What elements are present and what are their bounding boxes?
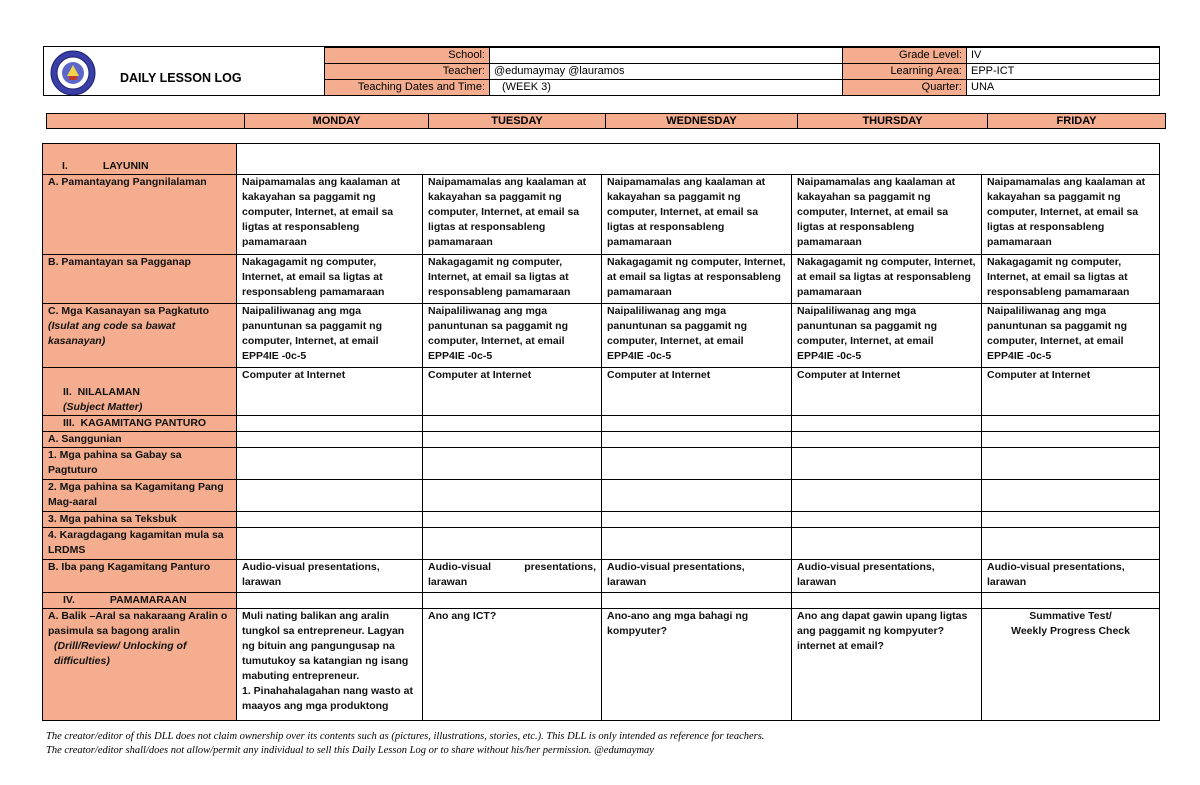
dates-label: Teaching Dates and Time: bbox=[324, 79, 490, 96]
row-label-kagamitan: III. KAGAMITANG PANTURO bbox=[43, 416, 237, 432]
table-row bbox=[43, 255, 1160, 304]
iba-pang-text: larawan bbox=[797, 576, 837, 588]
cell-friday: Computer at Internet bbox=[982, 368, 1160, 416]
kasanayan-text: Naipaliliwanag ang mga panuntunan sa paggamit ng computer, Internet, at email bbox=[607, 305, 748, 347]
cell-monday: Computer at Internet bbox=[237, 368, 423, 416]
empty-cell bbox=[792, 512, 982, 528]
empty-cell bbox=[792, 432, 982, 448]
cell-tuesday bbox=[423, 560, 602, 593]
cell-monday: Muli nating balikan ang aralin tungkol sa entrepreneur. Lagyan ng bituin ang pangungusap na tumutukoy sa katangian ng isang mabuting entrepreneur. 1. Pinahahalagahan nang wasto at maayos ang mga produktong bbox=[237, 609, 423, 721]
empty-cell bbox=[792, 593, 982, 609]
nilalaman-label: II. NILALAMAN bbox=[63, 386, 140, 398]
day-tuesday: TUESDAY bbox=[428, 113, 606, 129]
cell-thursday: Nakagagamit ng computer, Internet, at email sa ligtas at responsableng pamamaraan bbox=[792, 255, 982, 304]
row-label-iba-pang: B. Iba pang Kagamitang Panturo bbox=[43, 560, 237, 593]
iba-pang-text: larawan bbox=[428, 576, 468, 588]
cell-friday bbox=[982, 304, 1160, 368]
empty-cell bbox=[423, 416, 602, 432]
layunin-blank bbox=[237, 144, 1160, 175]
empty-cell bbox=[602, 593, 792, 609]
footer-line-1: The creator/editor of this DLL does not claim ownership over its contents such as (pictures, illustrations, stories, etc.). This DLL is only intended as reference for teachers. bbox=[46, 731, 765, 742]
day-wednesday: WEDNESDAY bbox=[605, 113, 798, 129]
area-value: EPP-ICT bbox=[966, 63, 1160, 80]
cell-thursday bbox=[792, 304, 982, 368]
table-row bbox=[43, 304, 1160, 368]
empty-cell bbox=[423, 432, 602, 448]
table-row bbox=[43, 480, 1160, 512]
page-title: DAILY LESSON LOG bbox=[120, 71, 242, 85]
empty-cell bbox=[237, 512, 423, 528]
cell-wednesday: Computer at Internet bbox=[602, 368, 792, 416]
iba-pang-text: presentations, bbox=[524, 561, 596, 573]
cell-wednesday: Naipamamalas ang kaalaman at kakayahan sa paggamit ng computer, Internet, at email sa ligtas at responsableng pamamaraan bbox=[602, 175, 792, 255]
lesson-log-table bbox=[42, 143, 1160, 721]
school-value bbox=[489, 47, 843, 64]
cell-friday bbox=[982, 609, 1160, 721]
table-row bbox=[43, 609, 1160, 721]
cell-friday: Naipamamalas ang kaalaman at kakayahan sa paggamit ng computer, Internet, at email sa ligtas at responsableng pamamaraan bbox=[982, 175, 1160, 255]
cell-tuesday: Nakagagamit ng computer, Internet, at email sa ligtas at responsableng pamamaraan bbox=[423, 255, 602, 304]
iba-pang-text: Audio-visual presentations, bbox=[987, 561, 1125, 573]
friday-text: Weekly Progress Check bbox=[1011, 625, 1130, 637]
empty-cell bbox=[982, 593, 1160, 609]
cell-thursday: Computer at Internet bbox=[792, 368, 982, 416]
iba-pang-text: Audio-visual bbox=[428, 561, 492, 573]
cell-monday: Nakagagamit ng computer, Internet, at email sa ligtas at responsableng pamamaraan bbox=[237, 255, 423, 304]
kasanayan-sublabel: (Isulat ang code sa bawat kasanayan) bbox=[48, 320, 176, 347]
cell-thursday bbox=[792, 560, 982, 593]
footer-line-2: The creator/editor shall/does not allow/permit any individual to sell this Daily Lesson Log or to share without his/her permission. @edumaymay bbox=[46, 745, 654, 756]
row-label-nilalaman bbox=[43, 368, 237, 416]
empty-cell bbox=[237, 593, 423, 609]
cell-monday bbox=[237, 304, 423, 368]
empty-cell bbox=[423, 512, 602, 528]
empty-cell bbox=[602, 512, 792, 528]
row-label-teksbuk: 3. Mga pahina sa Teksbuk bbox=[43, 512, 237, 528]
empty-cell bbox=[982, 416, 1160, 432]
balik-aral-sublabel: (Drill/Review/ Unlocking of difficulties) bbox=[54, 640, 187, 667]
kasanayan-label: C. Mga Kasanayan sa Pagkatuto bbox=[48, 305, 210, 317]
kasanayan-code: EPP4IE -0c-5 bbox=[987, 350, 1052, 362]
empty-cell bbox=[792, 528, 982, 560]
days-blank-cell bbox=[46, 113, 245, 129]
empty-cell bbox=[792, 480, 982, 512]
table-row bbox=[43, 175, 1160, 255]
teacher-value: @edumaymay @lauramos bbox=[489, 63, 843, 80]
empty-cell bbox=[237, 448, 423, 480]
kasanayan-code: EPP4IE -0c-5 bbox=[607, 350, 672, 362]
cell-wednesday: Ano-ano ang mga bahagi ng kompyuter? bbox=[602, 609, 792, 721]
table-row bbox=[43, 416, 1160, 432]
cell-tuesday: Naipamamalas ang kaalaman at kakayahan sa paggamit ng computer, Internet, at email sa ligtas at responsableng pamamaraan bbox=[423, 175, 602, 255]
kasanayan-text: Naipaliliwanag ang mga panuntunan sa paggamit ng computer, Internet, at email bbox=[428, 305, 569, 347]
table-row bbox=[43, 368, 1160, 416]
quarter-label: Quarter: bbox=[842, 79, 967, 96]
iba-pang-text: larawan bbox=[987, 576, 1027, 588]
empty-cell bbox=[982, 512, 1160, 528]
table-row bbox=[43, 432, 1160, 448]
empty-cell bbox=[237, 416, 423, 432]
dates-value: (WEEK 3) bbox=[489, 79, 843, 96]
table-row bbox=[43, 512, 1160, 528]
footer-disclaimer bbox=[46, 730, 764, 758]
empty-cell bbox=[602, 480, 792, 512]
cell-tuesday: Ano ang ICT? bbox=[423, 609, 602, 721]
day-friday: FRIDAY bbox=[987, 113, 1166, 129]
empty-cell bbox=[602, 432, 792, 448]
table-row bbox=[43, 144, 1160, 175]
empty-cell bbox=[602, 416, 792, 432]
iba-pang-text: Audio-visual presentations, bbox=[797, 561, 935, 573]
iba-pang-text: larawan bbox=[607, 576, 647, 588]
row-label-gabay: 1. Mga pahina sa Gabay sa Pagtuturo bbox=[43, 448, 237, 480]
kasanayan-text: Naipaliliwanag ang mga panuntunan sa paggamit ng computer, Internet, at email bbox=[797, 305, 938, 347]
cell-thursday: Ano ang dapat gawin upang ligtas ang paggamit ng kompyuter? internet at email? bbox=[792, 609, 982, 721]
iba-pang-text: Audio-visual presentations, bbox=[607, 561, 745, 573]
school-label: School: bbox=[324, 47, 490, 64]
empty-cell bbox=[792, 448, 982, 480]
cell-tuesday: Computer at Internet bbox=[423, 368, 602, 416]
cell-wednesday bbox=[602, 304, 792, 368]
cell-wednesday: Nakagagamit ng computer, Internet, at email sa ligtas at responsableng pamamaraan bbox=[602, 255, 792, 304]
area-label: Learning Area: bbox=[842, 63, 967, 80]
day-thursday: THURSDAY bbox=[797, 113, 988, 129]
kasanayan-text: Naipaliliwanag ang mga panuntunan sa paggamit ng computer, Internet, at email bbox=[242, 305, 383, 347]
empty-cell bbox=[982, 432, 1160, 448]
iba-pang-text: larawan bbox=[242, 576, 282, 588]
row-label-sanggunian: A. Sanggunian bbox=[43, 432, 237, 448]
cell-friday bbox=[982, 560, 1160, 593]
row-label-lrdms: 4. Karagdagang kagamitan mula sa LRDMS bbox=[43, 528, 237, 560]
layunin-heading: I. LAYUNIN bbox=[43, 144, 237, 175]
kasanayan-code: EPP4IE -0c-5 bbox=[242, 350, 307, 362]
cell-thursday: Naipamamalas ang kaalaman at kakayahan sa paggamit ng computer, Internet, at email sa ligtas at responsableng pamamaraan bbox=[792, 175, 982, 255]
empty-cell bbox=[423, 448, 602, 480]
empty-cell bbox=[792, 416, 982, 432]
empty-cell bbox=[423, 528, 602, 560]
grade-label: Grade Level: bbox=[842, 47, 967, 64]
cell-tuesday bbox=[423, 304, 602, 368]
empty-cell bbox=[982, 448, 1160, 480]
cell-friday: Nakagagamit ng computer, Internet, at email sa ligtas at responsableng pamamaraan bbox=[982, 255, 1160, 304]
row-label-pamamaraan: IV. PAMAMARAAN bbox=[43, 593, 237, 609]
row-label-kagamitang-mag-aaral: 2. Mga pahina sa Kagamitang Pang Mag-aaral bbox=[43, 480, 237, 512]
row-label-balik-aral bbox=[43, 609, 237, 721]
nilalaman-sublabel: (Subject Matter) bbox=[63, 401, 143, 413]
empty-cell bbox=[423, 480, 602, 512]
day-monday: MONDAY bbox=[244, 113, 429, 129]
grade-value: IV bbox=[966, 47, 1160, 64]
quarter-value: UNA bbox=[966, 79, 1160, 96]
table-row bbox=[43, 528, 1160, 560]
cell-monday: Naipamamalas ang kaalaman at kakayahan sa paggamit ng computer, Internet, at email sa ligtas at responsableng pamamaraan bbox=[237, 175, 423, 255]
friday-text: Summative Test/ bbox=[1029, 610, 1112, 622]
empty-cell bbox=[982, 528, 1160, 560]
empty-cell bbox=[982, 480, 1160, 512]
deped-seal-icon bbox=[50, 50, 96, 96]
kasanayan-code: EPP4IE -0c-5 bbox=[428, 350, 493, 362]
cell-wednesday bbox=[602, 560, 792, 593]
empty-cell bbox=[237, 432, 423, 448]
empty-cell bbox=[237, 528, 423, 560]
row-label-pamantayang-pangnilalaman: A. Pamantayang Pangnilalaman bbox=[43, 175, 237, 255]
teacher-label: Teacher: bbox=[324, 63, 490, 80]
empty-cell bbox=[237, 480, 423, 512]
table-row bbox=[43, 448, 1160, 480]
iba-pang-text: Audio-visual presentations, bbox=[242, 561, 380, 573]
table-row bbox=[43, 593, 1160, 609]
table-row bbox=[43, 560, 1160, 593]
kasanayan-text: Naipaliliwanag ang mga panuntunan sa paggamit ng computer, Internet, at email bbox=[987, 305, 1128, 347]
empty-cell bbox=[602, 528, 792, 560]
empty-cell bbox=[602, 448, 792, 480]
cell-monday bbox=[237, 560, 423, 593]
kasanayan-code: EPP4IE -0c-5 bbox=[797, 350, 862, 362]
empty-cell bbox=[423, 593, 602, 609]
balik-aral-label: A. Balik –Aral sa nakaraang Aralin o pasimula sa bagong aralin bbox=[48, 610, 228, 637]
row-label-kasanayan bbox=[43, 304, 237, 368]
row-label-pamantayan-sa-pagganap: B. Pamantayan sa Pagganap bbox=[43, 255, 237, 304]
